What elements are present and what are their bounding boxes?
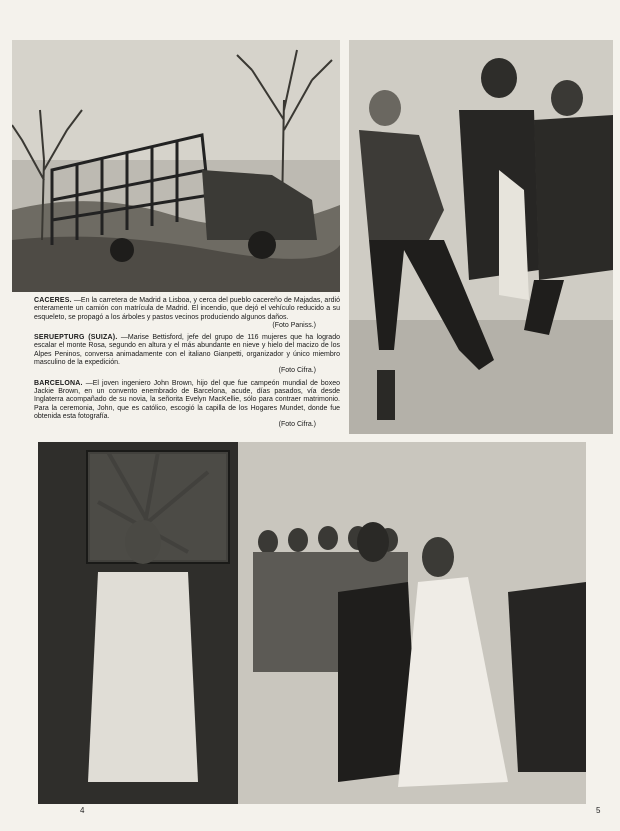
photo-credit: (Foto Cifra.) <box>278 367 316 375</box>
caption-place: BARCELONA. <box>34 379 83 387</box>
page-number-left: 4 <box>80 806 85 815</box>
burned-truck-photo <box>12 40 340 292</box>
caption-text: —En la carretera de Madrid a Lisboa, y cerca del pueblo cacereño de Majadas, ardió enteramente un camión con matrícula de Madrid. El incendio, que dejó el vehículo reducido a su esqueleto, se propagó a los árboles y pastos vecinos produciendo algunos daños. <box>34 297 340 321</box>
burned-truck-image <box>12 40 340 292</box>
caption-place: SERUEPTURG (SUIZA). <box>34 334 118 342</box>
wedding-image <box>38 442 586 804</box>
women-climbers-photo <box>349 40 613 434</box>
women-climbers-image <box>349 40 613 434</box>
wedding-photo <box>38 442 586 804</box>
caption-text: —El joven ingeniero John Brown, hijo del que fue campeón mundial de boxeo Jackie Brown, en un convento enembrado de Barcelona, acude, días pasados, vía desde Inglaterra acompañado de su novia, la señorita Evelyn MacKellie, sólo para contraer matrimonio. Para la ceremonia, John, que es católico, escogió la capilla de los Hogares Mundet, donde fue obtenida esta fotografía. <box>34 379 340 420</box>
caption-caceres <box>34 297 340 330</box>
caption-serueptu <box>34 334 340 375</box>
page-number-right: 5 <box>596 806 601 815</box>
photo-credit: (Foto Cifra.) <box>278 421 316 429</box>
captions-block <box>34 297 340 433</box>
caption-text: —Marise Bettisford, jefe del grupo de 116 mujeres que ha logrado escalar el monte Rosa, segundo en altura y el más abundante en nieve y hielo del macizo de los Alpes Peninos, conversa animadamente con el italiano Gianpetti, organizador y único miembro masculino de la expedición. <box>34 334 340 367</box>
photo-credit: (Foto Paniss.) <box>272 321 316 329</box>
caption-place: CACERES. <box>34 297 72 304</box>
caption-barcelona <box>34 380 340 430</box>
